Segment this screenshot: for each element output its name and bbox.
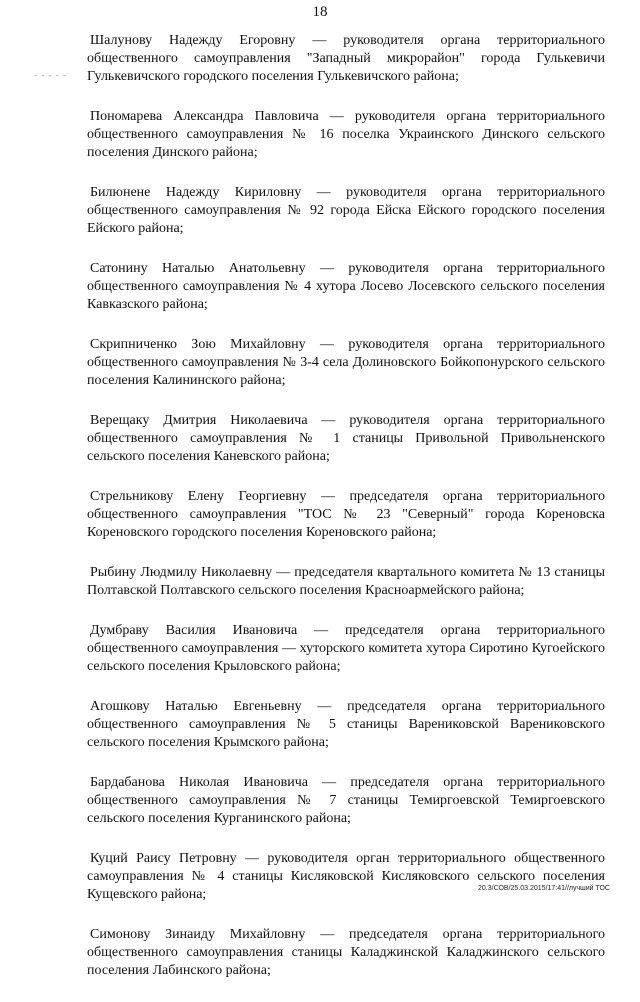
footer-document-code: 20.3/СОВ/25.03.2015/17:41//лучший ТОС — [478, 885, 610, 892]
entry-paragraph: Куций Раису Петровну — руководителя орган территориального общественного самоуправления № 4 станицы Кисляковской Кисляковского сельского поселения Кущевского района; — [87, 851, 605, 902]
entry-paragraph: Верещаку Дмитрия Николаевича — руководителя органа территориального общественного самоуправления № 1 станицы Привольной Привольненского сельского поселения Каневского района; — [87, 413, 605, 464]
entry-paragraph: Сатонину Наталью Анатольевну — руководителя органа территориального общественного самоуправления № 4 хутора Лосево Лосевского сельского поселения Кавказского района; — [87, 261, 605, 312]
entry-paragraph: Симонову Зинаиду Михайловну — председателя органа территориального общественного самоуправления станицы Каладжинской Каладжинского сельского поселения Лабинского района; — [87, 927, 605, 978]
entry-paragraph: Скрипниченко Зою Михайловну — руководителя органа территориального общественного самоуправления № 3-4 села Долиновского Бойкопонурского сельского поселения Калининского района; — [87, 337, 605, 388]
entry-paragraph: Пономарева Александра Павловича — руководителя органа территориального общественного самоуправления № 16 поселка Украинского Динского сельского поселения Динского района; — [87, 109, 605, 160]
entry-paragraph: Думбраву Василия Ивановича — председателя органа территориального общественного самоуправления — хуторского комитета хутора Сиротино Кугоейского сельского поселения Крыловского района; — [87, 623, 605, 674]
page-number: 18 — [312, 4, 328, 20]
entry-paragraph: Рыбину Людмилу Николаевну — председателя квартального комитета № 13 станицы Полтавской Полтавского сельского поселения Красноармейского района; — [87, 565, 605, 598]
entry-paragraph: Билюнене Надежду Кириловну — руководителя органа территориального общественного самоуправления № 92 города Ейска Ейского городского поселения Ейского района; — [87, 185, 605, 236]
margin-mark: - - - - - — [34, 70, 67, 80]
entry-paragraph: Агошкову Наталью Евгеньевну — председателя органа территориального общественного самоуправления № 5 станицы Варениковской Варениковского сельского поселения Крымского района; — [87, 699, 605, 750]
entry-paragraph: Шалунову Надежду Егоровну — руководителя органа территориального общественного самоуправления "Западный микрорайон" города Гулькевичи Гулькевичского городского поселения Гулькевичского района; — [87, 33, 605, 84]
entry-paragraph: Бардабанова Николая Ивановича — председателя органа территориального общественного самоуправления № 7 станицы Темиргоевской Темиргоевского сельского поселения Курганинского района; — [87, 775, 605, 826]
document-body — [87, 32, 605, 1002]
entry-paragraph: Стрельникову Елену Георгиевну — председателя органа территориального общественного самоуправления "ТОС № 23 "Северный" города Кореновска Кореновского городского поселения Кореновского района; — [87, 489, 605, 540]
